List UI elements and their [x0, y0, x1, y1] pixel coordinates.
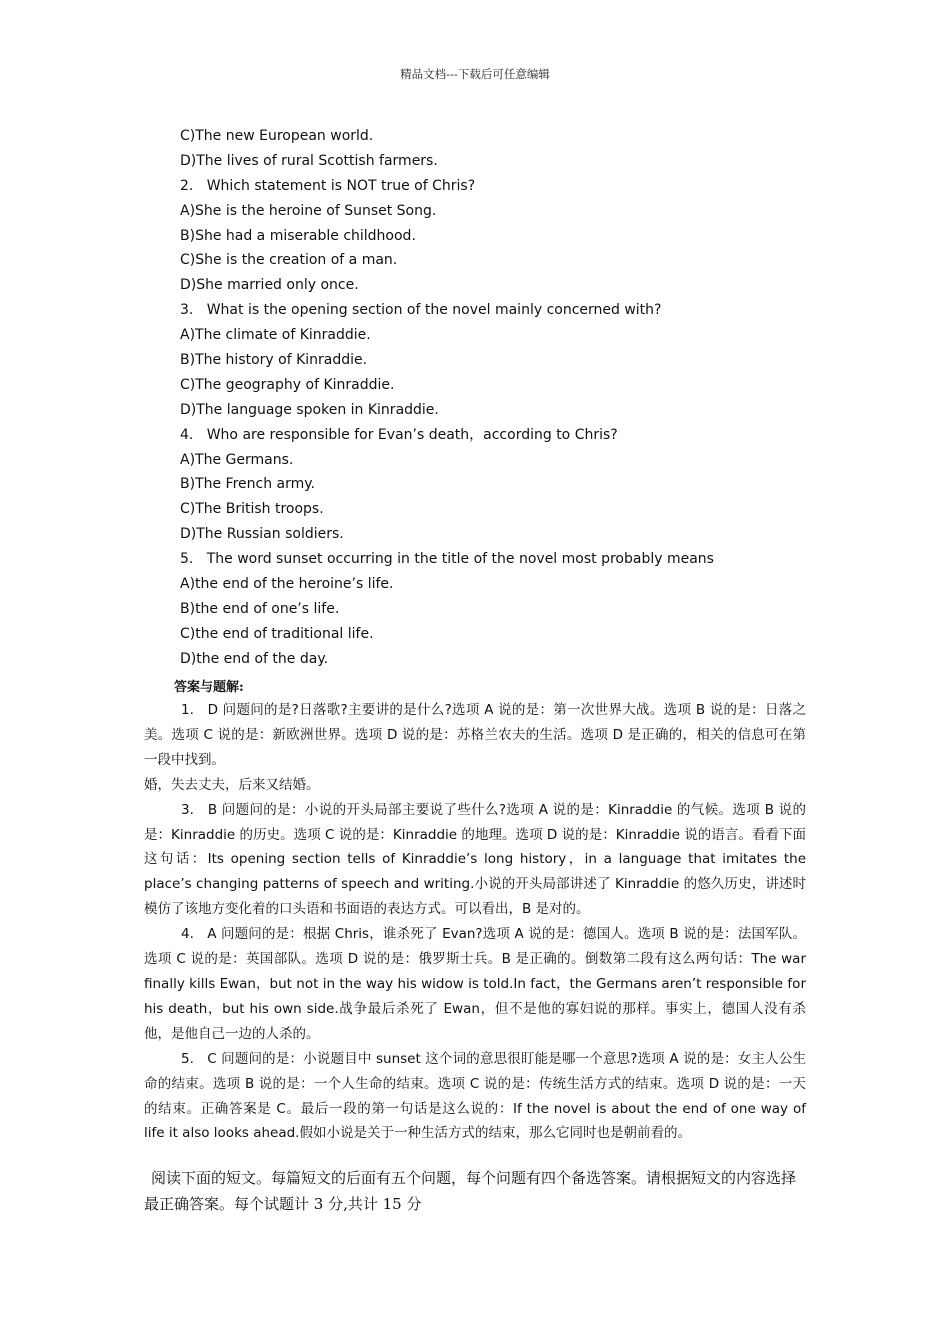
question-line: C)The British troops. — [180, 501, 324, 518]
answer-paragraph-1: 1. D 问题问的是?日落歌?主要讲的是什么?选项 A 说的是：第一次世界大战。选项 B 说的是：日落之美。选项 C 说的是：新欧洲世界。选项 D 说的是：苏格兰农夫的生活。选项 D 是正确的，相关的信息可在第一段中找到。 — [144, 702, 806, 768]
question-line: C)The geography of Kinraddie. — [180, 376, 395, 393]
question-line: A)The climate of Kinraddie. — [180, 327, 371, 344]
reading-instructions: 阅读下面的短文。每篇短文的后面有五个问题，每个问题有四个备选答案。请根据短文的内容选择最正确答案。每个试题计 3 分,共计 15 分 — [144, 1169, 797, 1213]
answer-paragraph-4: 4. A 问题问的是：根据 Chris，谁杀死了 Evan?选项 A 说的是：德国人。选项 B 说的是：法国军队。选项 C 说的是：英国部队。选项 D 说的是：俄罗斯士兵。B 是正确的。倒数第二段有这么两句话：The war finally kills Ewan，but not in the way his widow is told.In fact，the Germans aren’t responsible for his death，but his own side.战争最后杀死了 Ewan，但不是他的寡妇说的那样。事实上，德国人没有杀他，是他自己一边的人杀的。 — [144, 926, 806, 1042]
question-line: 2. Which statement is NOT true of Chris? — [180, 177, 476, 194]
question-line: C)The new European world. — [180, 128, 374, 144]
answers-block — [144, 698, 806, 1146]
answer-paragraph-3: 3. B 问题问的是：小说的开头局部主要说了些什么?选项 A 说的是：Kinraddie 的气候。选项 B 说的是：Kinraddie 的历史。选项 C 说的是：Kinraddie 的地理。选项 D 说的是：Kinraddie 说的语言。看看下面这句话：Its opening section tells of Kinraddie’s long history，in a language that imitates the place’s changing patterns of speech and writing.小说的开头局部讲述了 Kinraddie 的悠久历史，讲述时模仿了该地方变化着的口头语和书面语的表达方式。可以看出，B 是对的。 — [144, 801, 806, 918]
question-line: B)The history of Kinraddie. — [180, 352, 368, 369]
question-line: 4. Who are responsible for Evan’s death，according to Chris? — [180, 426, 618, 443]
question-line: A)The Germans. — [180, 451, 294, 468]
question-line: D)The lives of rural Scottish farmers. — [180, 152, 438, 169]
answers-heading: 答案与题解: — [174, 680, 244, 695]
question-line: 5. The word sunset occurring in the title of the novel most probably means — [180, 551, 714, 568]
answer-paragraph-5: 5. C 问题问的是：小说题目中 sunset 这个词的意思很盯能是哪一个意思?选项 A 说的是：女主人公生命的结束。选项 B 说的是：一个人生命的结束。选项 C 说的是：传统生活方式的结束。选项 D 说的是：一天的结束。正确答案是 C。最后一段的第一句话是这么说的：If the novel is about the end of one way of life it also looks ahead.假如小说是关于一种生活方式的结束，那么它同时也是朝前看的。 — [144, 1050, 806, 1142]
question-line: B)The French army. — [180, 476, 316, 493]
answer-paragraph-2: 婚，失去丈夫，后来又结婚。 — [144, 776, 320, 793]
question-line: D)The Russian soldiers. — [180, 526, 344, 543]
question-line: B)the end of one’s life. — [180, 600, 340, 617]
question-line: D)She married only once. — [180, 277, 359, 294]
question-line: C)the end of traditional life. — [180, 625, 374, 642]
question-line: A)the end of the heroine’s life. — [180, 576, 394, 593]
question-line: D)the end of the day. — [180, 650, 329, 667]
page-header: 精品文档---下载后可任意编辑 — [400, 67, 550, 81]
question-line: 3. What is the opening section of the novel mainly concerned with? — [180, 302, 662, 319]
question-block — [180, 124, 820, 672]
question-line: A)She is the heroine of Sunset Song. — [180, 202, 437, 219]
question-line: B)She had a miserable childhood. — [180, 227, 416, 244]
question-line: D)The language spoken in Kinraddie. — [180, 401, 439, 418]
question-line: C)She is the creation of a man. — [180, 252, 398, 269]
